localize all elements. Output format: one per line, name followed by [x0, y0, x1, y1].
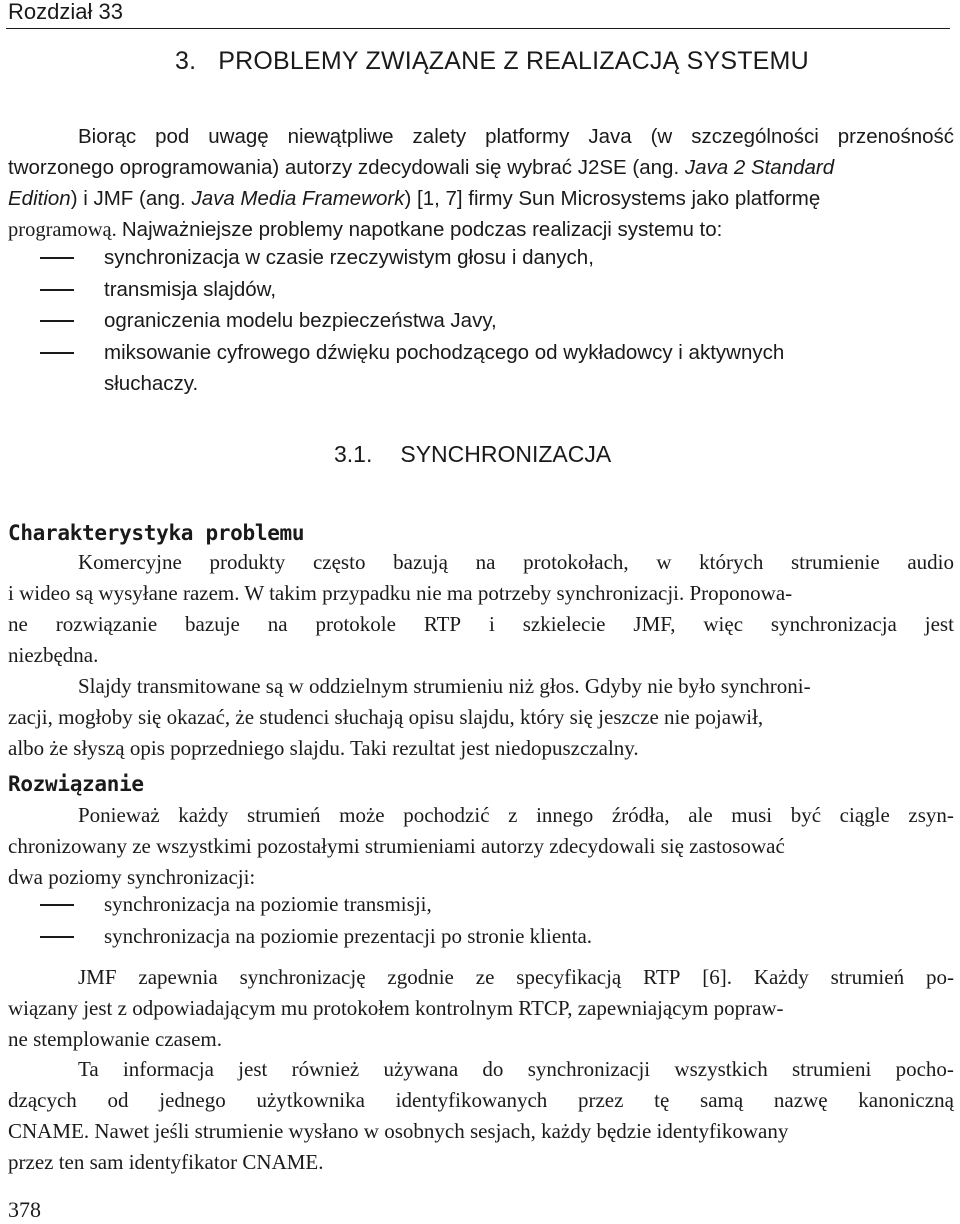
- text-line: Komercyjne produkty często bazują na protokołach, w których strumienie audio: [78, 550, 954, 574]
- solution-paragraph-2: [8, 962, 954, 1055]
- text-line: Slajdy transmitowane są w oddzielnym strumieniu niż głos. Gdyby nie było synchroni-: [78, 674, 811, 698]
- intro-line: tworzonego oprogramowania) autorzy zdecydowali się wybrać J2SE (ang. Java 2 Standard: [8, 156, 835, 179]
- problems-list: [40, 242, 940, 400]
- dash-bullet: [40, 936, 74, 938]
- text-line: dwa poziomy synchronizacji:: [8, 865, 256, 889]
- intro-line: programową. Najważniejsze problemy napotkane podczas realizacji systemu to:: [8, 218, 723, 241]
- text-line: przez ten sam identyfikator CNAME.: [8, 1150, 324, 1174]
- list-item: synchronizacja na poziomie prezentacji po stronie klienta.: [40, 921, 940, 953]
- text-line: albo że słyszą opis poprzedniego slajdu. Taki rezultat jest niedopuszczalny.: [8, 736, 639, 760]
- section-title: [334, 440, 611, 468]
- chapter-number: 3.: [175, 47, 197, 75]
- intro-paragraph: [8, 121, 954, 246]
- text-line: dzących od jednego użytkownika identyfikowanych przez tę samą nazwę kanoniczną: [8, 1088, 954, 1112]
- solution-paragraph-1: [8, 800, 954, 893]
- dash-bullet: [40, 320, 74, 322]
- text-line: Ponieważ każdy strumień może pochodzić z innego źródła, ale musi być ciągle zsyn-: [78, 803, 954, 827]
- header-rule: [6, 28, 950, 29]
- list-item: synchronizacja na poziomie transmisji,: [40, 889, 940, 921]
- list-item: ograniczenia modelu bezpieczeństwa Javy,: [40, 305, 940, 337]
- dash-bullet: [40, 352, 74, 354]
- text-line: Ta informacja jest również używana do synchronizacji wszystkich strumieni pocho-: [78, 1057, 954, 1081]
- list-item: miksowanie cyfrowego dźwięku pochodzącego od wykładowcy i aktywnych: [40, 337, 940, 369]
- section-number: 3.1.: [334, 441, 373, 467]
- text-line: CNAME. Nawet jeśli strumienie wysłano w osobnych sesjach, każdy będzie identyfikowany: [8, 1119, 789, 1143]
- text-line: ne rozwiązanie bazuje na protokole RTP i szkielecie JMF, więc synchronizacja jest: [8, 612, 954, 636]
- intro-line: Edition) i JMF (ang. Java Media Framework) [1, 7] firmy Sun Microsystems jako platformę: [8, 187, 821, 210]
- list-item-continuation: słuchaczy.: [104, 372, 199, 395]
- dash-bullet: [40, 289, 74, 291]
- characteristics-paragraph-1: [8, 547, 954, 671]
- solution-paragraph-3: [8, 1054, 954, 1178]
- text-line: JMF zapewnia synchronizację zgodnie ze specyfikacją RTP [6]. Każdy strumień po-: [78, 965, 954, 989]
- section-title-text: SYNCHRONIZACJA: [400, 441, 612, 467]
- solution-heading: Rozwiązanie: [8, 772, 144, 796]
- intro-line: Biorąc pod uwagę niewątpliwe zalety platformy Java (w szczególności przenośność: [78, 125, 954, 148]
- text-line: chronizowany ze wszystkimi pozostałymi strumieniami autorzy zdecydowali się zastosować: [8, 834, 785, 858]
- list-item: synchronizacja w czasie rzeczywistym głosu i danych,: [40, 242, 940, 274]
- sync-levels-list: [40, 889, 940, 952]
- chapter-title: [175, 46, 809, 76]
- characteristics-heading: Charakterystyka problemu: [8, 521, 305, 545]
- characteristics-paragraph-2: [8, 671, 954, 764]
- text-line: wiązany jest z odpowiadającym mu protokołem kontrolnym RTCP, zapewniającym popraw-: [8, 996, 784, 1020]
- page-number: 378: [8, 1197, 41, 1222]
- dash-bullet: [40, 904, 74, 906]
- running-head: Rozdział 33: [8, 0, 123, 24]
- text-line: i wideo są wysyłane razem. W takim przypadku nie ma potrzeby synchronizacji. Proponowa-: [8, 581, 793, 605]
- list-item: transmisja slajdów,: [40, 274, 940, 306]
- text-line: niezbędna.: [8, 643, 99, 667]
- dash-bullet: [40, 257, 74, 259]
- text-line: zacji, mogłoby się okazać, że studenci słuchają opisu slajdu, który się jeszcze nie pojawił,: [8, 705, 764, 729]
- text-line: ne stemplowanie czasem.: [8, 1027, 222, 1051]
- chapter-title-text: PROBLEMY ZWIĄZANE Z REALIZACJĄ SYSTEMU: [218, 47, 809, 75]
